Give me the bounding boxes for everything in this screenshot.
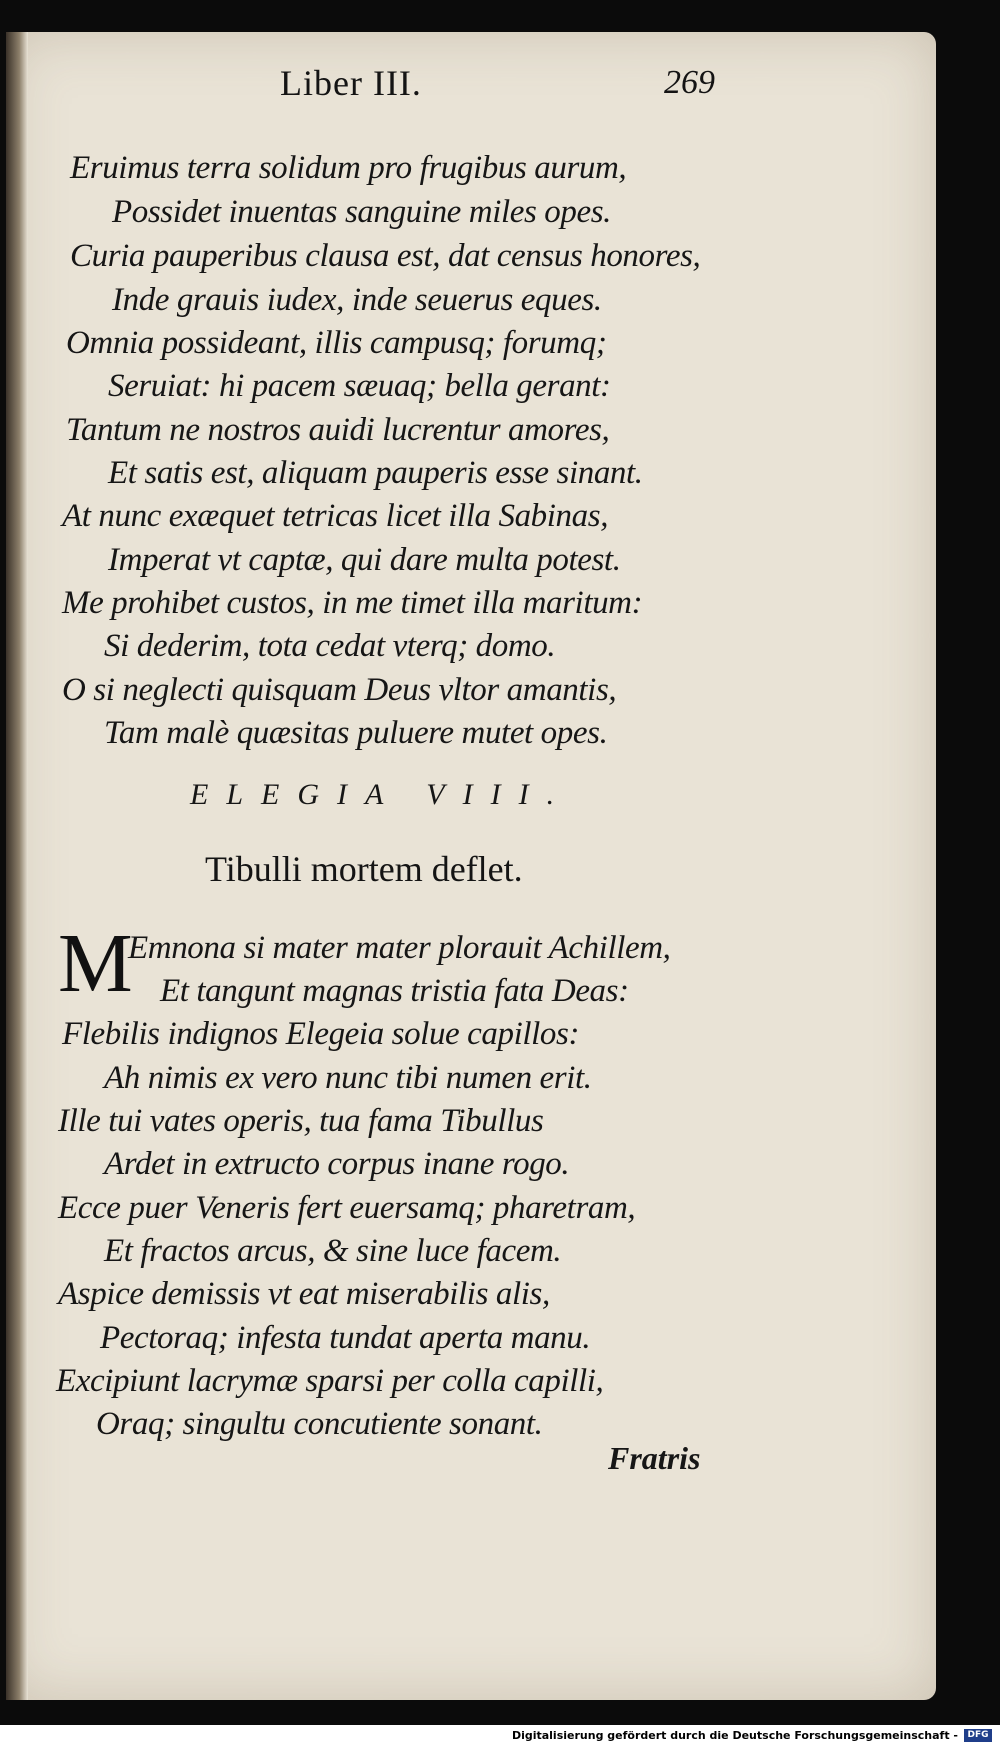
dfg-logo: DFG: [964, 1729, 992, 1742]
verse-line: Possidet inuentas sanguine miles opes.: [112, 194, 612, 230]
verse-line: Ah nimis ex vero nunc tibi numen erit.: [104, 1060, 592, 1096]
verse-line: Inde grauis iudex, inde seuerus eques.: [112, 282, 602, 318]
verse-line: At nunc exæquet tetricas licet illa Sabinas,: [62, 498, 609, 534]
verse-line: Excipiunt lacrymæ sparsi per colla capilli,: [56, 1363, 604, 1399]
book-gutter: [6, 32, 28, 1700]
verse-line: Ardet in extructo corpus inane rogo.: [104, 1146, 570, 1182]
verse-line: O si neglecti quisquam Deus vltor amantis,: [62, 672, 617, 708]
running-head: Liber III.: [280, 63, 422, 103]
verse-line: Si dederim, tota cedat vterq; domo.: [104, 628, 556, 664]
verse-line: Flebilis indignos Elegeia solue capillos:: [62, 1016, 580, 1052]
verse-line: Tantum ne nostros auidi lucrentur amores,: [66, 412, 610, 448]
verse-line: Curia pauperibus clausa est, dat census honores,: [70, 238, 701, 274]
verse-line: Et satis est, aliquam pauperis esse sinant.: [108, 455, 643, 491]
verse-line-first: Emnona si mater mater plorauit Achillem,: [128, 930, 671, 966]
verse-line: Et tangunt magnas tristia fata Deas:: [160, 973, 629, 1009]
verse-line: Me prohibet custos, in me timet illa maritum:: [62, 585, 643, 621]
verse-line: Imperat vt captæ, qui dare multa potest.: [108, 542, 621, 578]
verse-line: Ecce puer Veneris fert euersamq; pharetram,: [58, 1190, 636, 1226]
verse-line: Eruimus terra solidum pro frugibus aurum,: [70, 150, 627, 186]
drop-cap: M: [58, 917, 133, 1010]
verse-line: Et fractos arcus, & sine luce facem.: [104, 1233, 562, 1269]
verse-line: Omnia possideant, illis campusq; forumq;: [66, 325, 607, 361]
elegia-heading: ELEGIA VIII.: [190, 778, 573, 811]
verse-line: Aspice demissis vt eat miserabilis alis,: [58, 1276, 550, 1312]
elegia-subtitle: Tibulli mortem deflet.: [205, 849, 523, 889]
footer-credit: Digitalisierung gefördert durch die Deutsche Forschungsgemeinschaft -: [511, 1729, 958, 1742]
verse-line: Ille tui vates operis, tua fama Tibullus: [58, 1103, 544, 1139]
page-number: 269: [664, 64, 715, 101]
catchword: Fratris: [608, 1440, 701, 1476]
verse-line: Seruiat: hi pacem sæuaq; bella gerant:: [108, 368, 611, 404]
verse-line: Tam malè quæsitas puluere mutet opes.: [104, 715, 608, 751]
verse-line: Pectoraq; infesta tundat aperta manu.: [100, 1320, 591, 1356]
verse-line: Oraq; singultu concutiente sonant.: [96, 1406, 543, 1442]
